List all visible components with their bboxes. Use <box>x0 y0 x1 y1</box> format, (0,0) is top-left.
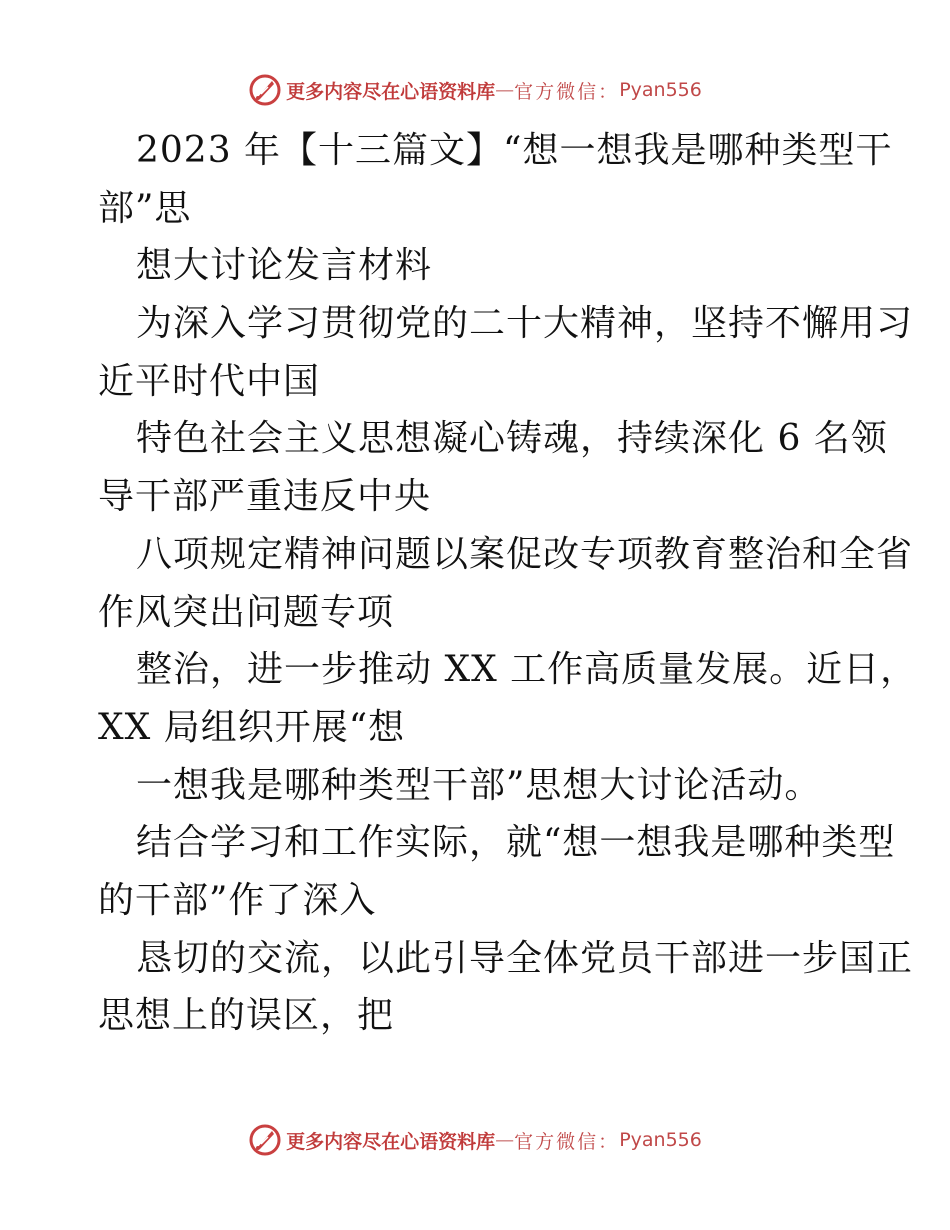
watermark-text <box>286 77 702 104</box>
text-line: 结合学习和工作实际，就“想一想我是哪种类型 <box>136 822 896 864</box>
text-line: 部”思 <box>98 187 192 229</box>
watermark-text <box>286 1127 702 1154</box>
text-line: 特色社会主义思想凝心铸魂，持续深化 6 名领 <box>136 418 888 460</box>
feather-logo-icon <box>248 73 282 107</box>
text-line: 想大讨论发言材料 <box>136 245 433 287</box>
footer-watermark <box>0 1120 950 1160</box>
text-line: 一想我是哪种类型干部”思想大讨论活动。 <box>136 764 822 806</box>
document-body <box>98 122 918 1045</box>
text-line: 近平时代中国 <box>98 360 321 402</box>
watermark-id: Pyan556 <box>619 79 702 101</box>
watermark-id: Pyan556 <box>619 1129 702 1151</box>
text-line: 的干部”作了深入 <box>98 879 377 921</box>
text-line: 作风突出问题专项 <box>98 591 395 633</box>
header-watermark <box>0 70 950 110</box>
text-line: 为深入学习贯彻党的二十大精神，坚持不懈用习 <box>136 303 914 345</box>
text-line: 整治，进一步推动 XX 工作高质量发展。近日， <box>136 649 918 691</box>
text-line: 恳切的交流，以此引导全体党员干部进一步国正 <box>136 937 914 979</box>
watermark-dash: — <box>495 79 515 101</box>
text-line: 导干部严重违反中央 <box>98 476 432 518</box>
text-line: 思想上的误区，把 <box>98 995 395 1037</box>
text-line: 八项规定精神问题以案促改专项教育整治和全省 <box>136 533 914 575</box>
watermark-brand: 更多内容尽在心语资料库 <box>286 1130 496 1153</box>
watermark-dash: — <box>495 1129 515 1151</box>
text-line: XX 局组织开展“想 <box>98 706 406 748</box>
watermark-label: 官方微信： <box>514 1130 620 1153</box>
feather-logo-icon <box>248 1123 282 1157</box>
watermark-brand: 更多内容尽在心语资料库 <box>286 80 496 103</box>
watermark-label: 官方微信： <box>514 80 620 103</box>
text-line: 2023 年【十三篇文】“想一想我是哪种类型干 <box>136 130 893 171</box>
